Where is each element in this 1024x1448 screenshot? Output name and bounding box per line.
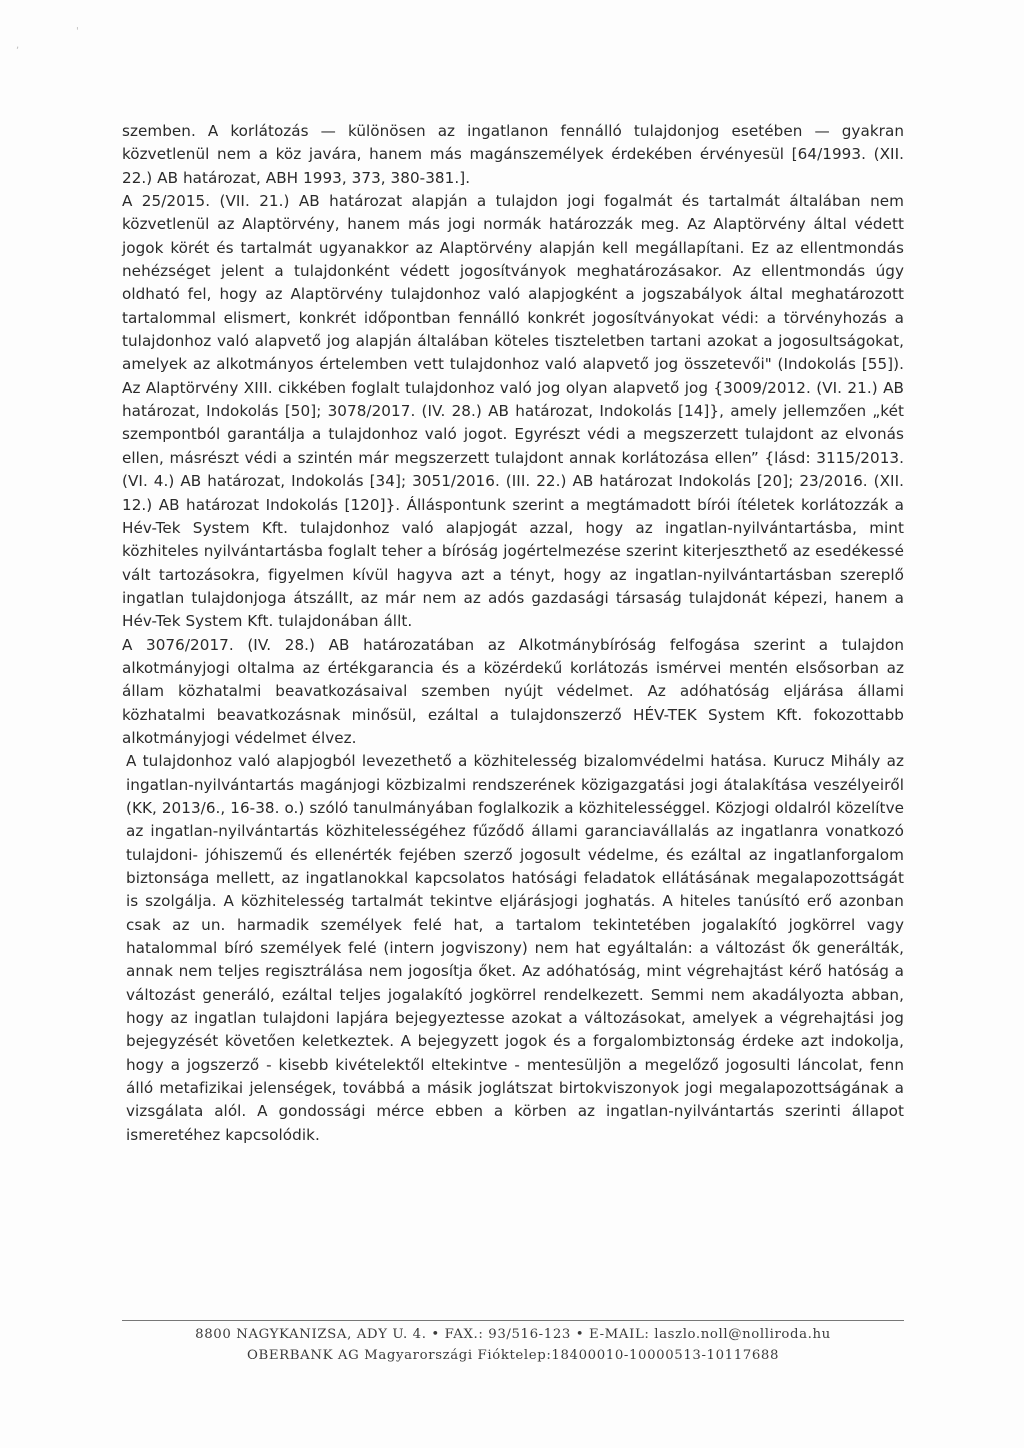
paragraph: A 25/2015. (VII. 21.) AB határozat alapján a tulajdon jogi fogalmát és tartalmát általában nem közvetlenül az Alaptörvény, hanem más jogi normák határozzák meg. Az Alaptörvény által védett jogok körét és tartalmát ugyanakkor az Alaptörvény alapján kell megállapítani. Ez az ellentmondás nehézséget jelent a tulajdonként védett jogosítványok meghatározásakor. Az ellentmondás úgy oldható fel, hogy az Alaptörvény tulajdonhoz való alapjogként a jogszabályok által meghatározott tartalommal elismert, konkrét időpontban fennálló konkrét jogosítványokat védi: a törvényhozás a tulajdonhoz való alapvető jog alapján általában köteles tiszteletben tartani azokat a jogosultságokat, amelyek az alkotmányos értelemben vett tulajdonhoz való alapvető jog összetevői" (Indokolás [55]). Az Alaptörvény XIII. cikkében foglalt tulajdonhoz való jog olyan alapvető jog {3009/2012. (VI. 21.) AB határozat, Indokolás [50]; 3078/2017. (IV. 28.) AB határozat, Indokolás [14]}, amely jellemzően „két szempontból garantálja a tulajdonhoz való jogot. Egyrészt védi a megszerzett tulajdont az elvonás ellen, másrészt védi a szintén már megszerzett tulajdont annak korlátozása ellen” {lásd: 3115/2013. (VI. 4.) AB határozat, Indokolás [34]; 3051/2016. (III. 22.) AB határozat Indokolás [20]; 23/2016. (XII. 12.) AB határozat Indokolás [120]}. Álláspontunk szerint a megtámadott bírói ítéletek korlátozzák a Hév-Tek System Kft. tulajdonhoz való alapjogát azzal, hogy az ingatlan-nyilvántartásba, mint közhiteles nyilvántartásba foglalt teher a bíróság jogértelmezése szerint kiterjeszthető az esedékessé vált tartozásokra, figyelmen kívül hagyva azt a tényt, hogy az ingatlan-nyilvántartásban szereplő ingatlan tulajdonjoga átszállt, az már nem az adós gazdasági társaság tulajdonát képezi, hanem a Hév-Tek System Kft. tulajdonában állt. — [122, 192, 904, 631]
footer-bank-line: OBERBANK AG Magyarországi Fióktelep:18400010-10000513-10117688 — [246, 1348, 780, 1363]
paragraph: A tulajdonhoz való alapjogból levezethető a közhitelesség bizalomvédelmi hatása. Kurucz Mihály az ingatlan-nyilvántartás magánjogi közbizalmi rendszerének közigazgatási jogi átalakítása veszélyeiről (KK, 2013/6., 16-38. o.) szóló tanulmányában foglalkozik a közhitelességgel. Közjogi oldalról közelítve az ingatlan-nyilvántartás közhitelességéhez fűződő állami garanciavállalás az ingatlanra vonatkozó tulajdoni- jóhiszemű és ellenérték fejében szerző jogosult védelme, és ezáltal az ingatlanforgalom biztonsága mellett, az ingatlanokkal kapcsolatos hatósági feladatok ellátásának megalapozottságát is szolgálja. A közhitelesség tartalmát tekintve eljárásjogi joghatás. A hiteles tanúsító erő azonban csak az un. harmadik személyek felé hat, a tartalom tekintetében jogalakító jogkörrel vagy hatalommal bíró személyek felé (intern jogviszony) nem hat egyáltalán: a változást ők generálták, annak nem teljes regisztrálása nem jogosítja őket. Az adóhatóság, mint végrehajtást kérő hatóság a változást generáló, ezáltal teljes jogalakító jogkörrel rendelkezett. Semmi nem akadályozta abban, hogy az ingatlan tulajdoni lapjára bejegyeztesse azokat a változásokat, amelyek a végrehajtási jog bejegyzését követően keletkeztek. A bejegyzett jogok és a forgalombiztonság érdeke azt indokolja, hogy a jogszerző - kisebb kivételektől eltekintve - mentesüljön a megelőző jogosulti láncolat, fenn álló metafizikai jelenségek, továbbá a másik joglátszat birtokviszonyok jogi megalapozottságának a vizsgálata alól. A gondossági mérce ebben a körben az ingatlan-nyilvántartás szerinti állapot ismeretéhez kapcsolódik. — [126, 752, 904, 1144]
scan-mark: , — [16, 40, 20, 51]
footer-divider — [122, 1320, 904, 1321]
document-body — [122, 120, 904, 1147]
footer-contact-line: 8800 NAGYKANIZSA, ADY U. 4. • FAX.: 93/516-123 • E-MAIL: laszlo.noll@nolliroda.hu — [195, 1327, 831, 1342]
paragraph: A 3076/2017. (IV. 28.) AB határozatában az Alkotmánybíróság felfogása szerint a tulajdon alkotmányjogi oltalma az értékgarancia és a közérdekű korlátozás ismérvei mentén elsősorban az állam közhatalmi beavatkozásaival szemben nyújt védelmet. Az adóhatóság eljárása állami közhatalmi beavatkozásnak minősül, ezáltal a tulajdonszerző HÉV-TEK System Kft. fokozottabb alkotmányjogi védelmet élvez. — [122, 635, 904, 747]
paragraph: szemben. A korlátozás — különösen az ingatlanon fennálló tulajdonjog esetében — gyakran közvetlenül nem a köz javára, hanem más magánszemélyek érdekében érvényesül [64/1993. (XII. 22.) AB határozat, ABH 1993, 373, 380-381.]. — [122, 122, 904, 187]
scan-mark: ' — [76, 26, 79, 37]
